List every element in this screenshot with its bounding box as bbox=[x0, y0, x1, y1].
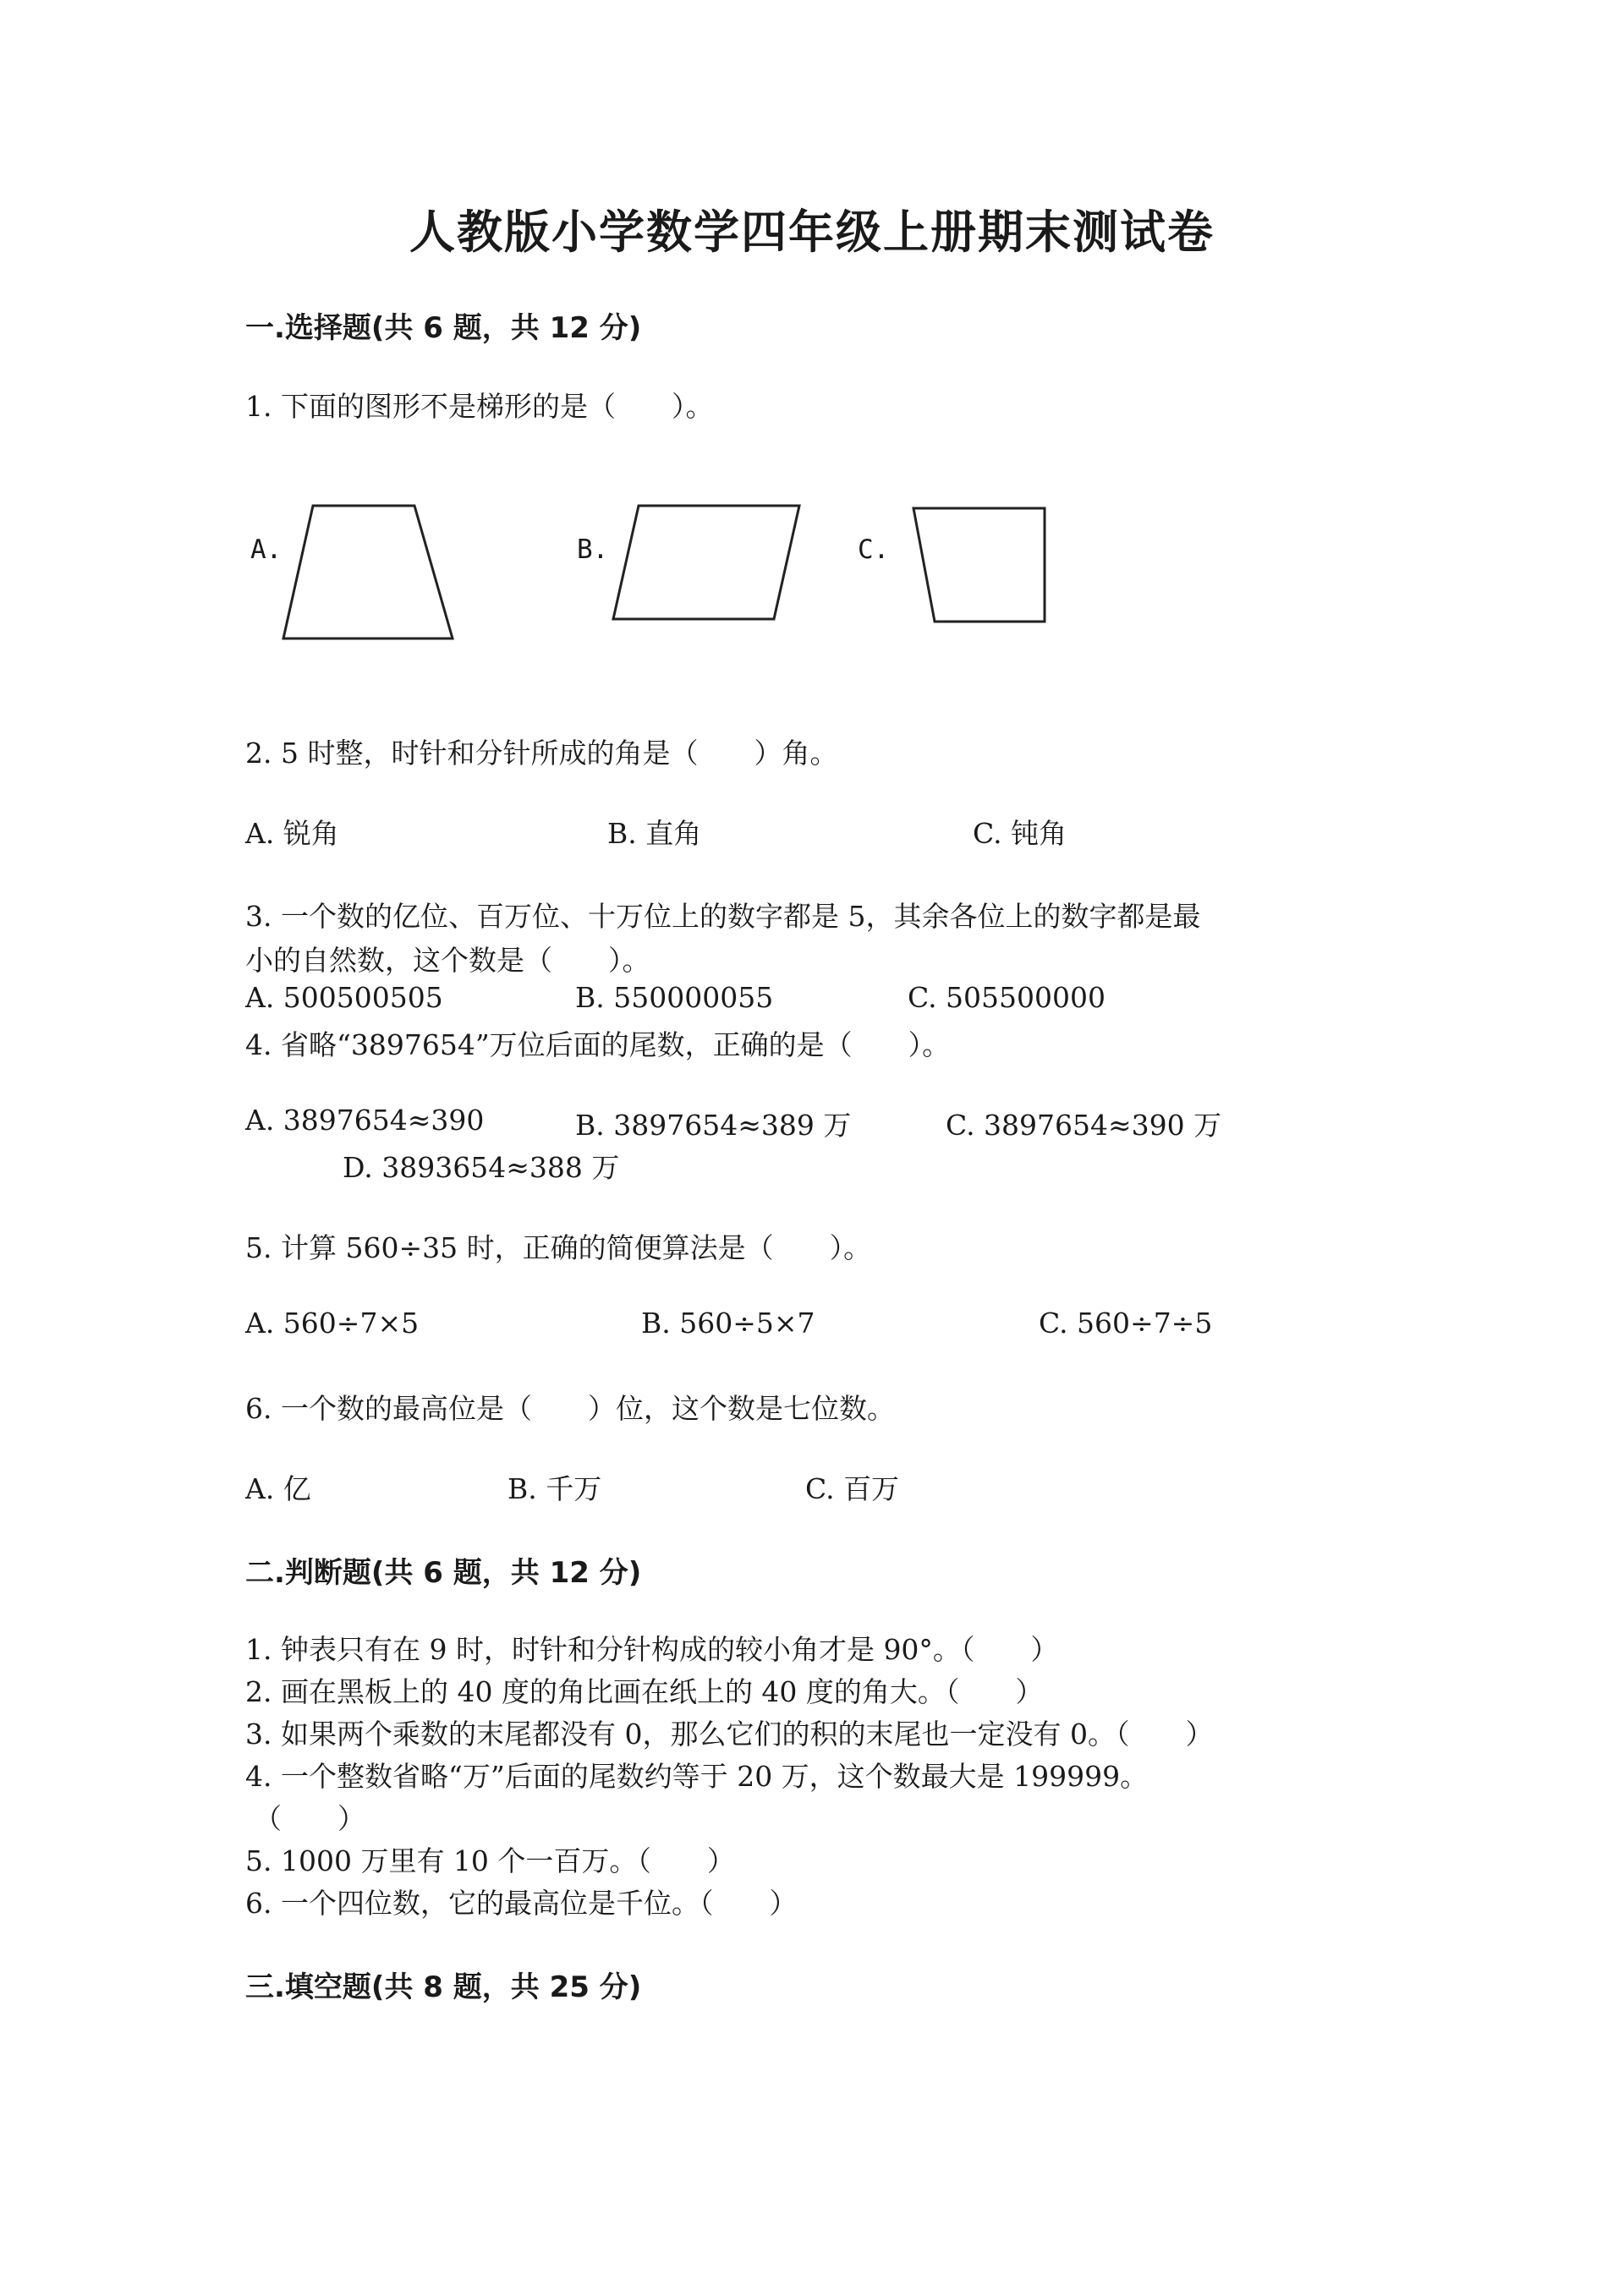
q3-option-b: B. 550000055 bbox=[575, 981, 774, 1014]
question-2: 2. 5 时整，时针和分针所成的角是（ ）角。 bbox=[245, 737, 838, 770]
tf-question-6: 6. 一个四位数，它的最高位是千位。（ ） bbox=[245, 1887, 798, 1920]
option-b-label: B. bbox=[577, 534, 609, 565]
q2-option-a: A. 锐角 bbox=[245, 817, 339, 850]
tf-question-5: 5. 1000 万里有 10 个一百万。（ ） bbox=[245, 1844, 735, 1877]
question-1: 1. 下面的图形不是梯形的是（ ）。 bbox=[245, 390, 714, 423]
q2-option-c: C. 钝角 bbox=[973, 817, 1067, 850]
question-4: 4. 省略“3897654”万位后面的尾数，正确的是（ ）。 bbox=[245, 1028, 951, 1061]
q3-option-a: A. 500500505 bbox=[245, 981, 443, 1014]
tf-question-1: 1. 钟表只有在 9 时，时针和分针构成的较小角才是 90°。（ ） bbox=[245, 1633, 1059, 1666]
parallelogram-shape-b bbox=[609, 503, 804, 622]
trapezoid-shape-a bbox=[279, 503, 457, 643]
q5-option-a: A. 560÷7×5 bbox=[245, 1307, 420, 1340]
question-3-line-1: 3. 一个数的亿位、百万位、十万位上的数字都是 5，其余各位上的数字都是最 bbox=[245, 900, 1201, 933]
tf-question-4: 4. 一个整数省略“万”后面的尾数约等于 20 万，这个数最大是 199999。 bbox=[245, 1760, 1149, 1793]
q5-option-c: C. 560÷7÷5 bbox=[1039, 1307, 1213, 1340]
option-a-label: A. bbox=[250, 534, 283, 565]
q5-option-b: B. 560÷5×7 bbox=[641, 1307, 815, 1340]
section-heading-choice: 一.选择题(共 6 题，共 12 分) bbox=[245, 311, 642, 345]
section-heading-fill-blank: 三.填空题(共 8 题，共 25 分) bbox=[245, 1970, 642, 2004]
q4-option-b: B. 3897654≈389 万 bbox=[575, 1109, 852, 1142]
tf-question-2: 2. 画在黑板上的 40 度的角比画在纸上的 40 度的角大。（ ） bbox=[245, 1675, 1044, 1708]
tf-question-4-blank: （ ） bbox=[254, 1802, 365, 1835]
q4-option-d: D. 3893654≈388 万 bbox=[343, 1151, 620, 1184]
question-6: 6. 一个数的最高位是（ ）位，这个数是七位数。 bbox=[245, 1392, 895, 1425]
q6-option-a: A. 亿 bbox=[245, 1472, 311, 1505]
q6-option-c: C. 百万 bbox=[805, 1472, 900, 1505]
section-heading-true-false: 二.判断题(共 6 题，共 12 分) bbox=[245, 1556, 642, 1590]
question-5: 5. 计算 560÷35 时，正确的简便算法是（ ）。 bbox=[245, 1231, 872, 1264]
q6-option-b: B. 千万 bbox=[508, 1472, 602, 1505]
q2-option-b: B. 直角 bbox=[607, 817, 702, 850]
q4-option-a: A. 3897654≈390 bbox=[245, 1104, 485, 1137]
trapezoid-shape-c bbox=[909, 506, 1049, 624]
tf-question-3: 3. 如果两个乘数的末尾都没有 0，那么它们的积的末尾也一定没有 0。（ ） bbox=[245, 1718, 1214, 1751]
question-3-line-2: 小的自然数，这个数是（ ）。 bbox=[245, 944, 650, 977]
q4-option-c: C. 3897654≈390 万 bbox=[946, 1109, 1222, 1142]
option-c-label: C. bbox=[858, 534, 890, 565]
page-title: 人教版小学数学四年级上册期末测试卷 bbox=[409, 205, 1215, 259]
q3-option-c: C. 505500000 bbox=[908, 981, 1106, 1014]
